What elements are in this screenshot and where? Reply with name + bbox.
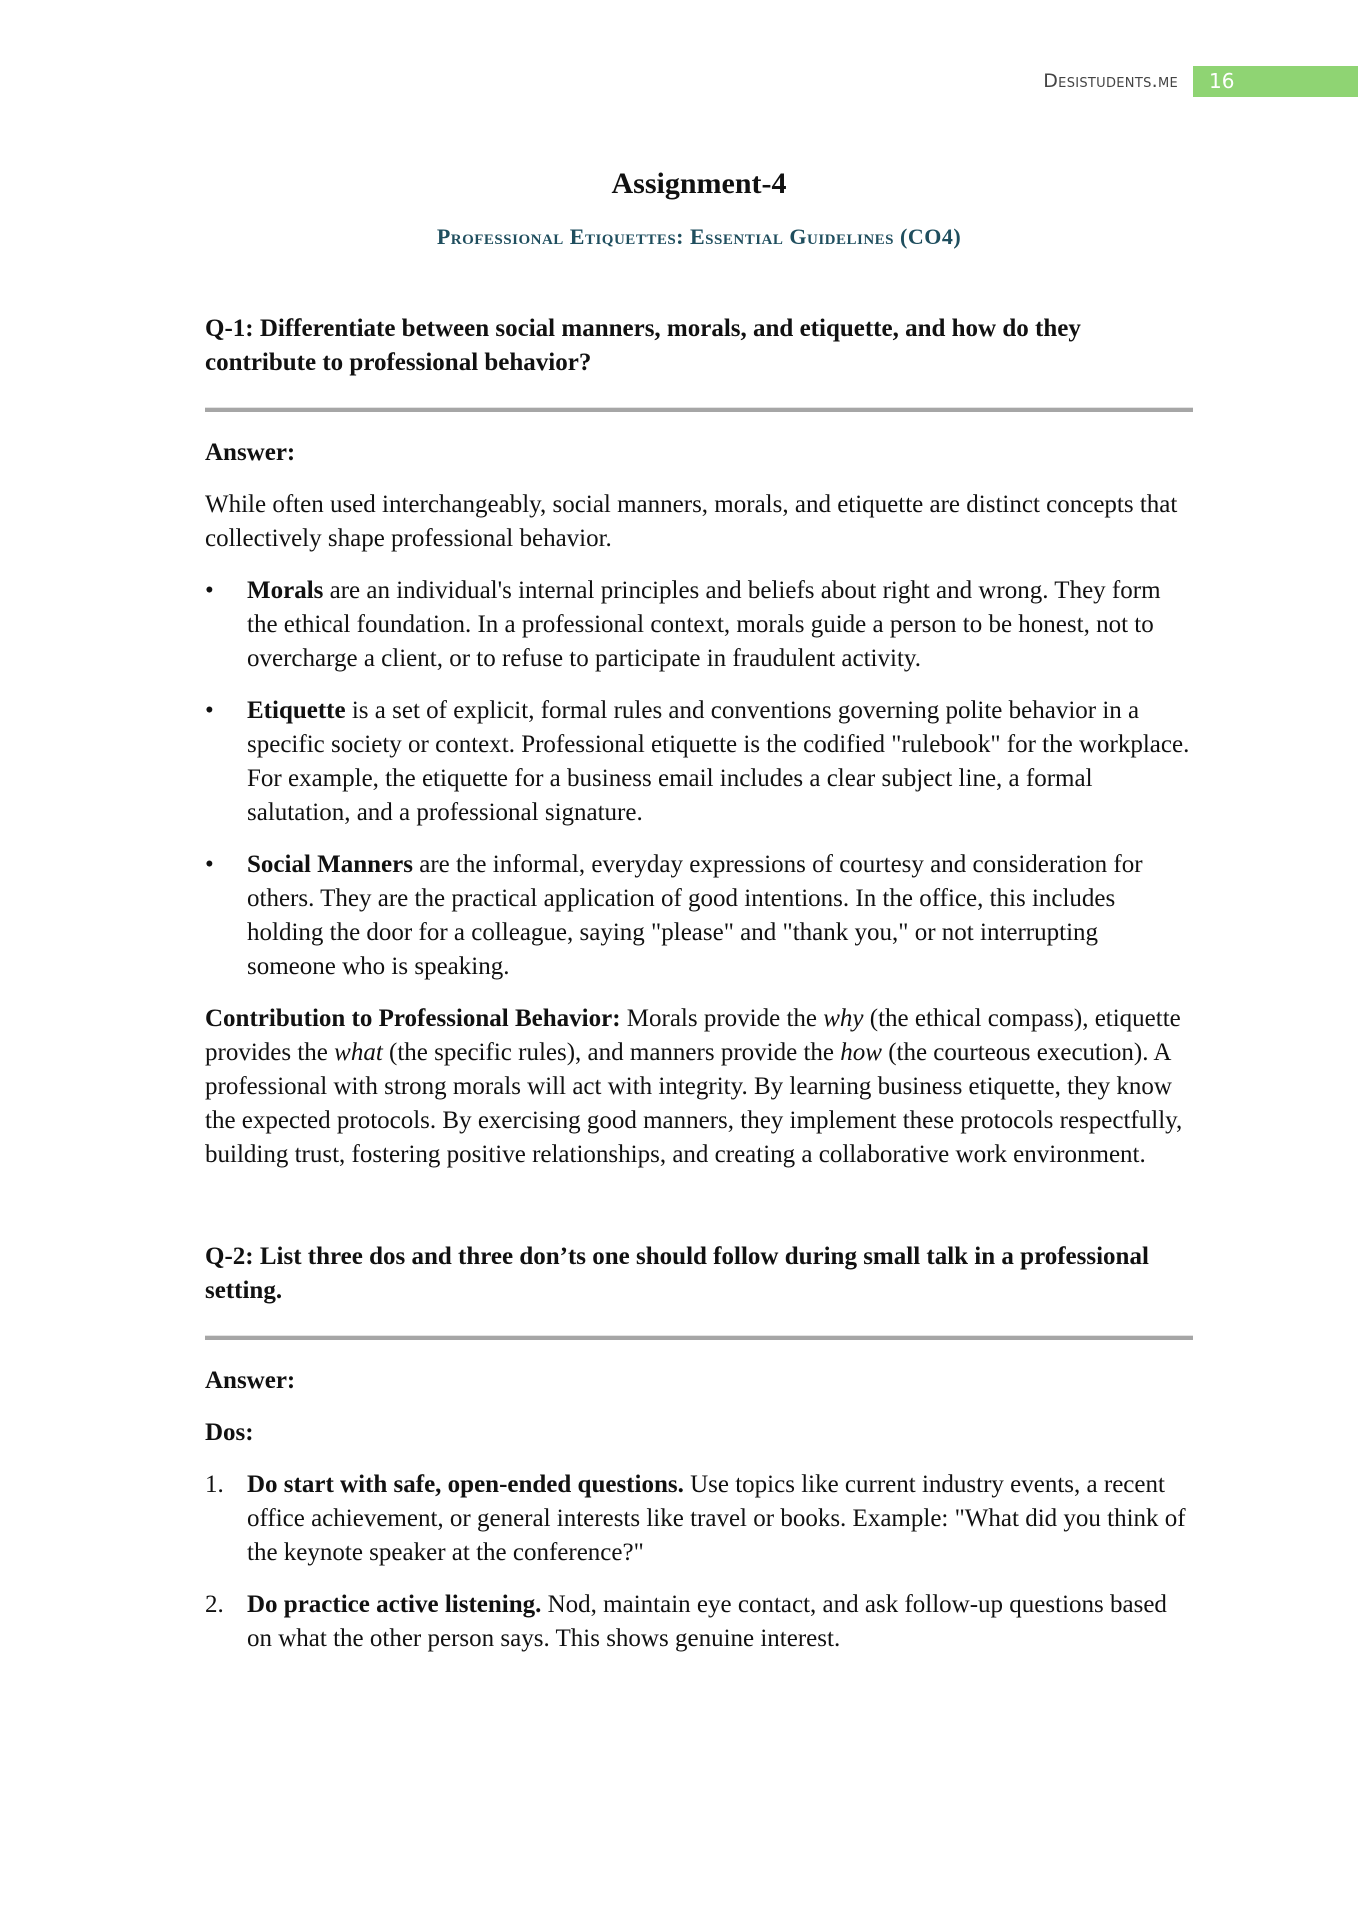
divider (205, 1336, 1193, 1340)
dos-list (205, 1468, 1193, 1656)
list-item-social-manners (205, 848, 1193, 984)
site-name: Desistudents.me (1043, 70, 1178, 92)
emphasis-what: what (334, 1039, 383, 1066)
text-span: (the ethical compass), etiquette provides the (205, 1005, 1181, 1066)
item-number: 1. (205, 1471, 224, 1498)
contribution-paragraph (205, 1002, 1193, 1172)
question-2: Q-2: List three dos and three don’ts one should follow during small talk in a professional setting. (205, 1243, 1149, 1304)
answer-intro: While often used interchangeably, social manners, morals, and etiquette are distinct concepts that collectively shape professional behavior. (205, 491, 1178, 552)
item-text: Nod, maintain eye contact, and ask follow-up questions based on what the other person says. This shows genuine interest. (247, 1591, 1167, 1652)
answer-label: Answer: (205, 439, 296, 466)
list-item-etiquette (205, 694, 1193, 830)
answer-label: Answer: (205, 1367, 296, 1394)
page-header (0, 66, 1358, 98)
document-title: Assignment-4 (611, 167, 787, 200)
page-number-bar (1193, 66, 1358, 97)
question-2-section (205, 1240, 1193, 1656)
item-number: 2. (205, 1591, 224, 1618)
emphasis-why: why (823, 1005, 864, 1032)
bullet-icon: • (205, 577, 214, 604)
document-subtitle: Professional Etiquettes: Essential Guidelines (CO4) (436, 224, 962, 249)
term: Morals (247, 577, 324, 604)
contribution-label: Contribution to Professional Behavior: (205, 1005, 621, 1032)
page-number: 16 (1209, 69, 1235, 93)
dos-label: Dos: (205, 1419, 254, 1446)
question-1: Q-1: Differentiate between social manners, morals, and etiquette, and how do they contribute to professional behavior? (205, 315, 1081, 376)
list-item (205, 1588, 1193, 1656)
item-text: Use topics like current industry events, a recent office achievement, or general interests like travel or books. Example: "What did you think of the keynote speaker at the conference?" (247, 1471, 1186, 1566)
item-title: Do practice active listening. (247, 1591, 542, 1618)
term: Social Manners (247, 851, 413, 878)
item-title: Do start with safe, open-ended questions. (247, 1471, 684, 1498)
bullet-icon: • (205, 697, 214, 724)
definition: are an individual's internal principles and beliefs about right and wrong. They form the ethical foundation. In a professional context, morals guide a person to be honest, not to overcharge a client, or to refuse to participate in fraudulent activity. (247, 577, 1161, 672)
bullet-icon: • (205, 851, 214, 878)
definitions-list (205, 574, 1193, 984)
list-item (205, 1468, 1193, 1570)
definition: is a set of explicit, formal rules and conventions governing polite behavior in a specific society or context. Professional etiquette is the codified "rulebook" for the workplace. For example, the etiquette for a business email includes a clear subject line, a formal salutation, and a professional signature. (247, 697, 1190, 826)
list-item-morals (205, 574, 1193, 676)
text-span: (the courteous execution). A professional with strong morals will act with integrity. By learning business etiquette, they know the expected protocols. By exercising good manners, they implement these protocols respectfully, building trust, fostering positive relationships, and creating a collaborative work environment. (205, 1039, 1183, 1168)
term: Etiquette (247, 697, 346, 724)
divider (205, 408, 1193, 412)
text-span: (the specific rules), and manners provide the (382, 1039, 841, 1066)
question-1-section (205, 312, 1193, 1172)
definition: are the informal, everyday expressions of courtesy and consideration for others. They are the practical application of good intentions. In the office, this includes holding the door for a colleague, saying "please" and "thank you," or not interrupting someone who is speaking. (247, 851, 1143, 980)
document-body (205, 160, 1193, 1674)
emphasis-how: how (840, 1039, 882, 1066)
text-span: Morals provide the (620, 1005, 824, 1032)
